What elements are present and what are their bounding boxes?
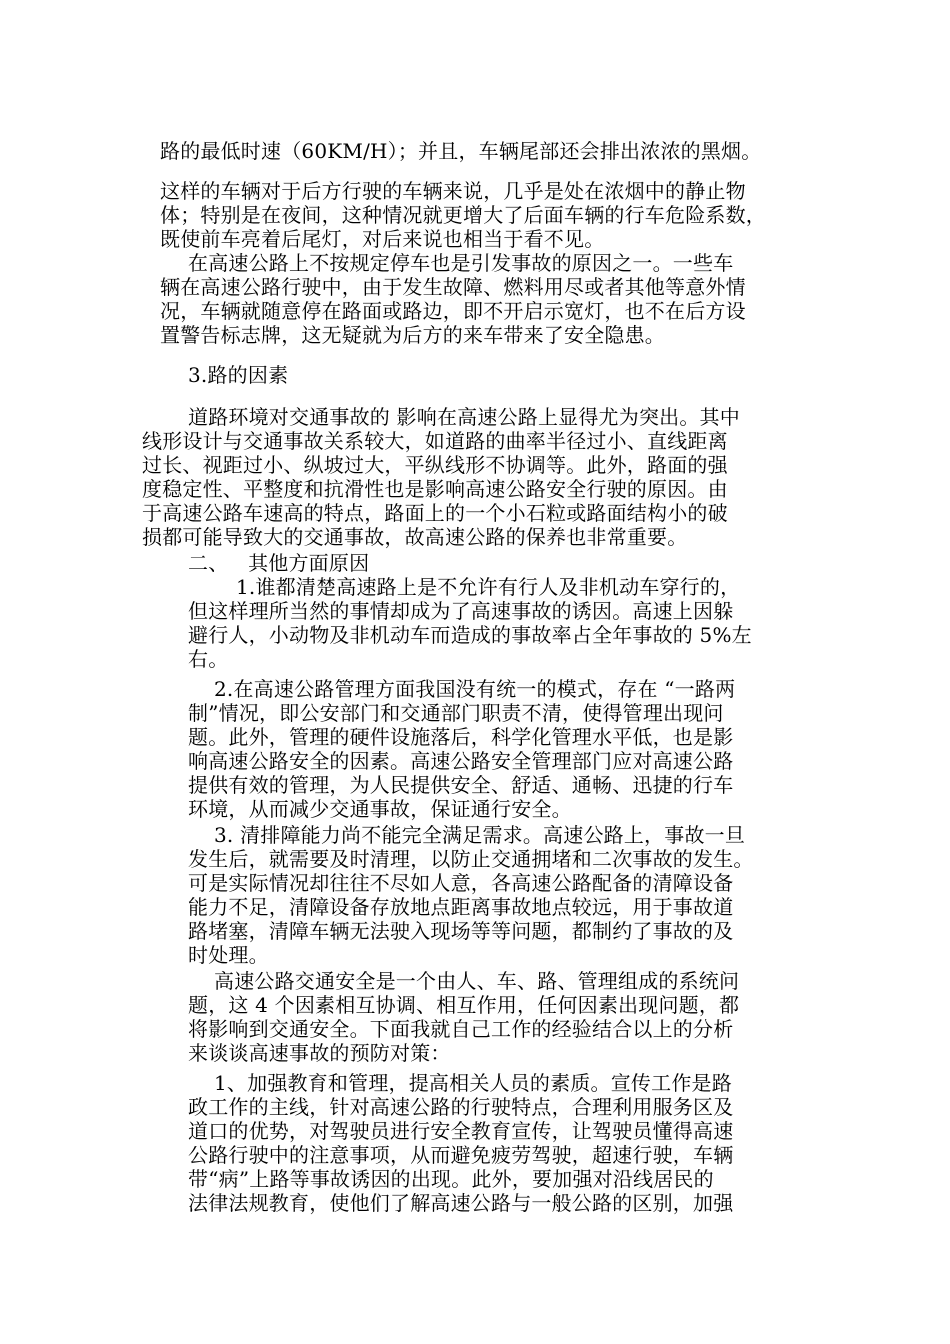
text-line: 高速公路交通安全是一个由人、车、路、管理组成的系统问 — [214, 969, 740, 993]
text-line: 路堵塞，清障车辆无法驶入现场等等问题，都制约了事故的及 — [188, 919, 734, 943]
text-line: 路的最低时速（60KM/H）；并且，车辆尾部还会排出浓浓的黑烟。 — [160, 139, 762, 163]
text-line: 既使前车亮着后尾灯，对后来说也相当于看不见。 — [160, 227, 605, 251]
text-line: 来谈谈高速事故的预防对策： — [188, 1041, 451, 1065]
text-line: 损都可能导致大的交通事故，故高速公路的保养也非常重要。 — [142, 525, 688, 549]
text-line: 于高速公路车速高的特点，路面上的一个小石粒或路面结构小的破 — [142, 501, 728, 525]
section-heading: 二、 其他方面原因 — [188, 551, 370, 575]
text-line: 带“病”上路等事故诱因的出现。此外，要加强对沿线居民的 — [188, 1167, 714, 1191]
text-line: 时处理。 — [188, 943, 269, 967]
text-line: 度稳定性、平整度和抗滑性也是影响高速公路安全行驶的原因。由 — [142, 477, 728, 501]
text-line: 但这样理所当然的事情却成为了高速事故的诱因。高速上因躲 — [188, 599, 734, 623]
section-heading: 3.路的因素 — [188, 363, 289, 387]
text-line: 体；特别是在夜间，这种情况就更增大了后面车辆的行车危险系数， — [160, 203, 766, 227]
text-line: 道路环境对交通事故的 影响在高速公路上显得尤为突出。其中 — [188, 405, 740, 429]
text-line: 1.谁都清楚高速路上是不允许有行人及非机动车穿行的， — [236, 575, 741, 599]
text-line: 环境，从而减少交通事故，保证通行安全。 — [188, 797, 572, 821]
text-line: 可是实际情况却往往不尽如人意，各高速公路配备的清障设备 — [188, 871, 734, 895]
text-line: 制”情况，即公安部门和交通部门职责不清，使得管理出现问 — [188, 701, 724, 725]
text-line: 1、加强教育和管理，提高相关人员的素质。宣传工作是路 — [214, 1071, 732, 1095]
text-line: 响高速公路安全的因素。高速公路安全管理部门应对高速公路 — [188, 749, 734, 773]
text-line: 提供有效的管理，为人民提供安全、舒适、通畅、迅捷的行车 — [188, 773, 734, 797]
text-line: 况，车辆就随意停在路面或路边，即不开启示宽灯，也不在后方设 — [160, 299, 746, 323]
text-line: 公路行驶中的注意事项，从而避免疲劳驾驶，超速行驶，车辆 — [188, 1143, 734, 1167]
text-line: 辆在高速公路行驶中，由于发生故障、燃料用尽或者其他等意外情 — [160, 275, 746, 299]
text-line: 题。此外，管理的硬件设施落后，科学化管理水平低，也是影 — [188, 725, 734, 749]
text-line: 发生后，就需要及时清理，以防止交通拥堵和二次事故的发生。 — [188, 847, 754, 871]
text-line: 道口的优势，对驾驶员进行安全教育宣传，让驾驶员懂得高速 — [188, 1119, 734, 1143]
text-line: 线形设计与交通事故关系较大，如道路的曲率半径过小、直线距离 — [142, 429, 728, 453]
text-line: 2.在高速公路管理方面我国没有统一的模式，存在 “一路两 — [214, 677, 736, 701]
text-line: 政工作的主线，针对高速公路的行驶特点，合理利用服务区及 — [188, 1095, 734, 1119]
text-line: 法律法规教育，使他们了解高速公路与一般公路的区别，加强 — [188, 1191, 734, 1215]
text-line: 右。 — [188, 647, 229, 671]
text-line: 这样的车辆对于后方行驶的车辆来说，几乎是处在浓烟中的静止物 — [160, 179, 746, 203]
text-line: 能力不足，清障设备存放地点距离事故地点较远，用于事故道 — [188, 895, 734, 919]
text-line: 3. 清排障能力尚不能完全满足需求。高速公路上，事故一旦 — [214, 823, 746, 847]
text-line: 将影响到交通安全。下面我就自己工作的经验结合以上的分析 — [188, 1017, 734, 1041]
text-line: 置警告标志牌，这无疑就为后方的来车带来了安全隐患。 — [160, 323, 665, 347]
text-line: 避行人，小动物及非机动车而造成的事故率占全年事故的 5%左 — [188, 623, 752, 647]
text-line: 在高速公路上不按规定停车也是引发事故的原因之一。一些车 — [188, 251, 734, 275]
text-line: 过长、视距过小、纵坡过大，平纵线形不协调等。此外，路面的强 — [142, 453, 728, 477]
text-line: 题，这 4 个因素相互协调、相互作用，任何因素出现问题，都 — [188, 993, 740, 1017]
